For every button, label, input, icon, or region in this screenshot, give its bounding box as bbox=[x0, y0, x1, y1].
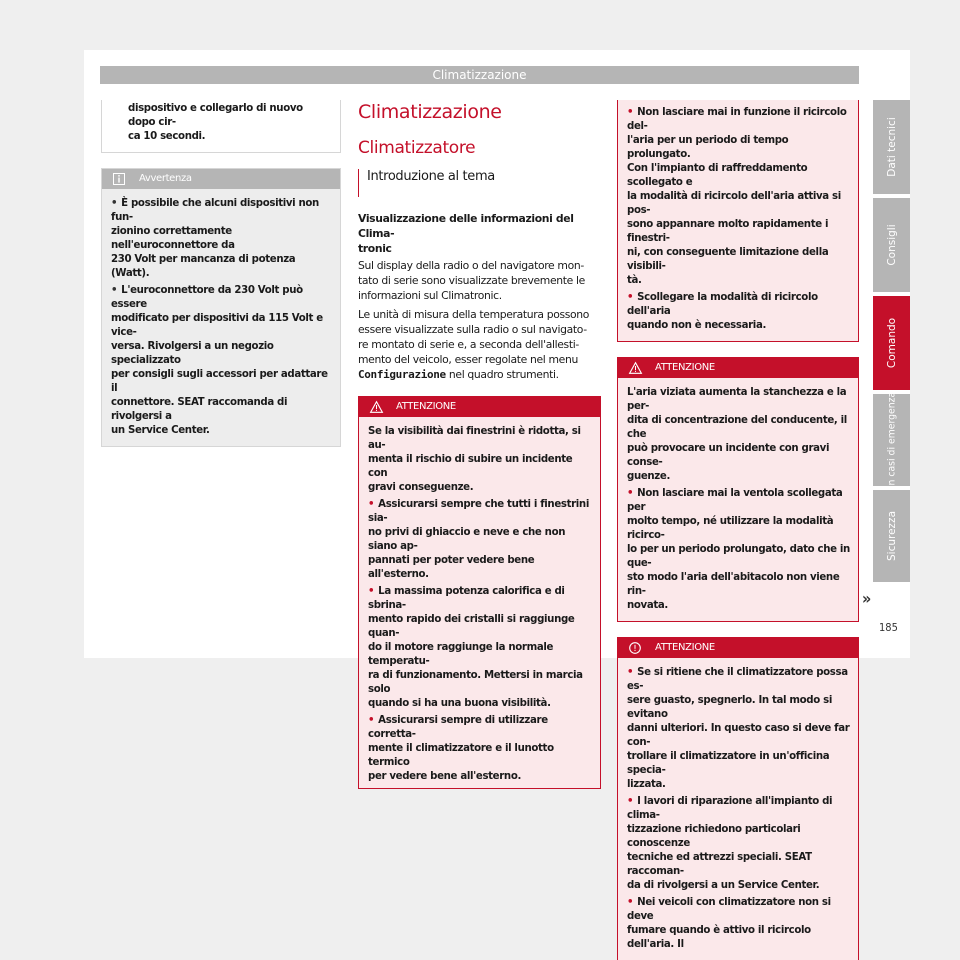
warning-item: • La massima potenza calorifica e di sbrina- mento rapido dei cristalli si raggiunge quan- do il motore raggiunge la normale temperatu- ra di funzionamento. Mettersi in marcia solo quando si ha una buona visibilità. bbox=[368, 585, 592, 711]
page-number: 185 bbox=[879, 621, 898, 634]
tab-label: Comando bbox=[885, 317, 898, 369]
continued-text: dispositivo e collegarlo di nuovo dopo cir- ca 10 secondi. bbox=[128, 103, 303, 142]
warning-item: • Scollegare la modalità di ricircolo dell'aria quando non è necessaria. bbox=[627, 291, 850, 333]
warning-triangle-icon bbox=[368, 401, 384, 413]
right-column bbox=[617, 100, 859, 960]
warning-body bbox=[618, 378, 858, 621]
note-item: • L'euroconnettore da 230 Volt può essere modificato per dispositivi da 115 Volt e vice- versa. Rivolgersi a un negozio specializzato per consigli sugli accessori per adattare il connettore. SEAT raccomanda di rivolgersi a un Service Center. bbox=[111, 284, 332, 438]
note-body bbox=[102, 189, 340, 446]
warning-box bbox=[358, 396, 601, 789]
warning-body bbox=[618, 658, 858, 960]
paragraph bbox=[358, 307, 601, 382]
middle-column bbox=[358, 100, 601, 789]
warning-item: • Se si ritiene che il climatizzatore possa es- sere guasto, spegnerlo. In tal modo si evitano danni ulteriori. In questo caso si deve far con- trollare il climatizzatore in un'officina specia- lizzata. bbox=[627, 666, 850, 792]
note-title: Avvertenza bbox=[139, 173, 192, 184]
note-box bbox=[101, 168, 341, 447]
warning-intro: L'aria viziata aumenta la stanchezza e la per- dita di concentrazione del conducente, il che può provocare un incidente con gravi conse- guenze. bbox=[627, 387, 847, 482]
warning-title: ATTENZIONE bbox=[655, 362, 715, 373]
paragraph: Sul display della radio o del navigatore mon- tato di serie sono visualizzate brevemente le informazioni sul Climatronic. bbox=[358, 259, 585, 302]
warning-box bbox=[617, 357, 859, 622]
warning-item: • Assicurarsi sempre che tutti i finestrini sia- no privi di ghiaccio e neve e che non siano ap- pannati per poter vedere bene all'esterno. bbox=[368, 498, 592, 582]
warning-item: • Nei veicoli con climatizzatore non si deve fumare quando è attivo il ricircolo dell'aria. Il bbox=[627, 896, 850, 952]
warning-box-continued bbox=[617, 100, 859, 342]
warning-triangle-icon bbox=[627, 362, 643, 374]
left-column bbox=[101, 100, 341, 447]
warning-item: • I lavori di riparazione all'impianto di clima- tizzazione richiedono particolari conoscenze tecniche ed attrezzi speciali. SEAT raccoman- da di rivolgersi a un Service Center. bbox=[627, 795, 850, 893]
subsection-title: Climatizzatore bbox=[358, 138, 476, 158]
warning-box bbox=[617, 637, 859, 960]
warning-header bbox=[618, 358, 858, 378]
tab-comando[interactable] bbox=[873, 296, 910, 390]
warning-body bbox=[618, 100, 858, 341]
tab-dati-tecnici[interactable] bbox=[873, 100, 910, 194]
tab-label: Dati tecnici bbox=[885, 117, 898, 177]
tab-label: Consigli bbox=[885, 224, 898, 266]
warning-item: • Assicurarsi sempre di utilizzare corretta- mente il climatizzatore e il lunotto termico per vedere bene all'esterno. bbox=[368, 714, 592, 784]
paragraph-text: nel quadro strumenti. bbox=[445, 368, 559, 381]
info-icon bbox=[111, 173, 127, 185]
note-item: • È possibile che alcuni dispositivi non fun- zionino correttamente nell'euroconnettore da 230 Volt per mancanza di potenza (Watt). bbox=[111, 197, 332, 281]
page-header: Climatizzazione bbox=[100, 66, 859, 84]
warning-title: ATTENZIONE bbox=[396, 401, 456, 412]
note-header bbox=[102, 169, 340, 189]
continue-arrow-icon: » bbox=[862, 589, 872, 608]
section-title: Climatizzazione bbox=[358, 101, 502, 123]
warning-item: • Non lasciare mai in funzione il ricircolo del- l'aria per un periodo di tempo prolungato. Con l'impianto di raffreddamento scollegato e la modalità di ricircolo dell'aria attiva si pos- sono appannare molto rapidamente i finestri- ni, con conseguente limitazione della visibili- tà. bbox=[627, 106, 850, 288]
warning-item: • Non lasciare mai la ventola scollegata per molto tempo, né utilizzare la modalità ricirco- lo per un periodo prolungato, dato che in que- sto modo l'aria dell'abitacolo non viene rin- novata. bbox=[627, 487, 850, 613]
tab-sicurezza[interactable] bbox=[873, 490, 910, 582]
caution-circle-icon bbox=[627, 642, 643, 654]
continued-text-box bbox=[101, 100, 341, 153]
paragraph-text: Le unità di misura della temperatura possono essere visualizzate sulla radio o sul navigato- re montato di serie e, a seconda dell'allesti- mento del veicolo, esser regolate nel menu bbox=[358, 308, 590, 366]
menu-name: Configurazione bbox=[358, 368, 446, 381]
topic-intro-heading: Introduzione al tema bbox=[358, 169, 601, 197]
warning-header bbox=[359, 397, 600, 417]
subheading: Visualizzazione delle informazioni del Clima- tronic bbox=[358, 212, 574, 255]
warning-intro: Se la visibilità dai finestrini è ridotta, si au- menta il rischio di subire un incidente con gravi conseguenze. bbox=[368, 426, 581, 493]
tab-label: In casi di emergenza bbox=[886, 391, 897, 489]
tab-consigli[interactable] bbox=[873, 198, 910, 292]
tab-in-casi-di-emergenza[interactable] bbox=[873, 391, 910, 489]
tab-label: Sicurezza bbox=[885, 510, 898, 562]
warning-title: ATTENZIONE bbox=[655, 642, 715, 653]
warning-header bbox=[618, 638, 858, 658]
warning-body bbox=[359, 417, 600, 788]
